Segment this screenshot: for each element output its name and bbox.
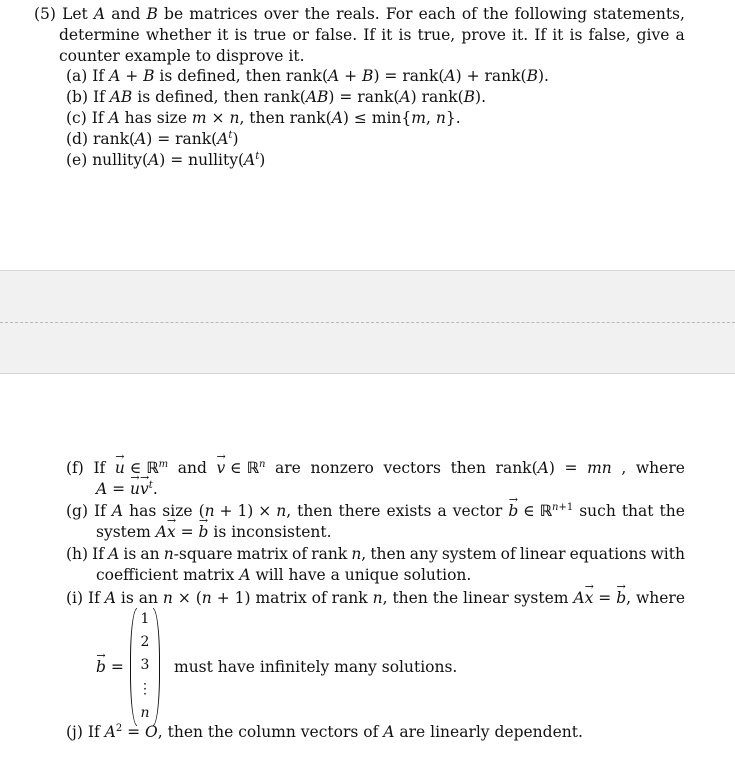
b-entry-dots: ⋮ xyxy=(138,681,152,697)
item-i-suffix: must have infinitely many solutions. xyxy=(174,658,458,676)
b-entry-2: 2 xyxy=(140,634,150,650)
item-b: (b) If AB is defined, then rank(AB) = rank(A) rank(B). xyxy=(66,88,487,106)
b-entry-3: 3 xyxy=(140,657,150,673)
item-e: (e) nullity(A) = $nullity(A^t)$ xyxy=(66,150,266,169)
intro-line-1: (5) Let A and B be matrices over the reals. For each of the following statements, xyxy=(34,5,685,23)
intro-line-2: determine whether it is true or false. If it is true, prove it. If it is false, give a xyxy=(59,26,685,44)
intro-line-3: counter example to disprove it. xyxy=(59,47,305,65)
item-j: (j) If $A^2 = O$, then the column vectors of A are linearly dependent. xyxy=(66,722,583,741)
item-g-line-2: system Ax → = b → is inconsistent. xyxy=(96,522,332,542)
item-a: (a) If A + B is defined, then rank(A + B) = rank(A) + rank(B). xyxy=(66,67,549,85)
item-h-line-1: (h) If A is an n-square matrix of rank n, then any system of linear equations with xyxy=(66,545,685,563)
page-separator xyxy=(0,270,735,374)
b-vector-label: b → = xyxy=(96,657,124,677)
item-g-line-1: (g) If A has size (n + 1) × n, then there exists a vector b → ∈ ℝ$^{n+1}$ such that the xyxy=(66,501,685,521)
item-f-line-1: (f) If u → ∈ ℝ$^m$ and v → ∈ ℝ$^n$ are nonzero vectors then rank(A) = mn , where xyxy=(66,458,685,478)
b-column-vector xyxy=(130,608,160,726)
item-h-line-2: coefficient matrix A will have a unique solution. xyxy=(96,566,472,584)
item-f-line-2: A = u →v →$^t$. xyxy=(96,479,158,499)
item-i-line-1: (i) If A is an n × (n + 1) matrix of rank n, then the linear system Ax → = b →, where xyxy=(66,588,685,608)
item-d: (d) rank(A) = $rank(A^t)$ xyxy=(66,129,239,148)
b-entry-n: n xyxy=(140,705,150,721)
page-bottom xyxy=(0,372,735,773)
page-top xyxy=(0,0,735,270)
item-c: (c) If A has size m × n, then rank(A) ≤ min{m, n}. xyxy=(66,109,461,127)
b-entry-1: 1 xyxy=(140,611,150,627)
page-break-line xyxy=(0,322,735,323)
